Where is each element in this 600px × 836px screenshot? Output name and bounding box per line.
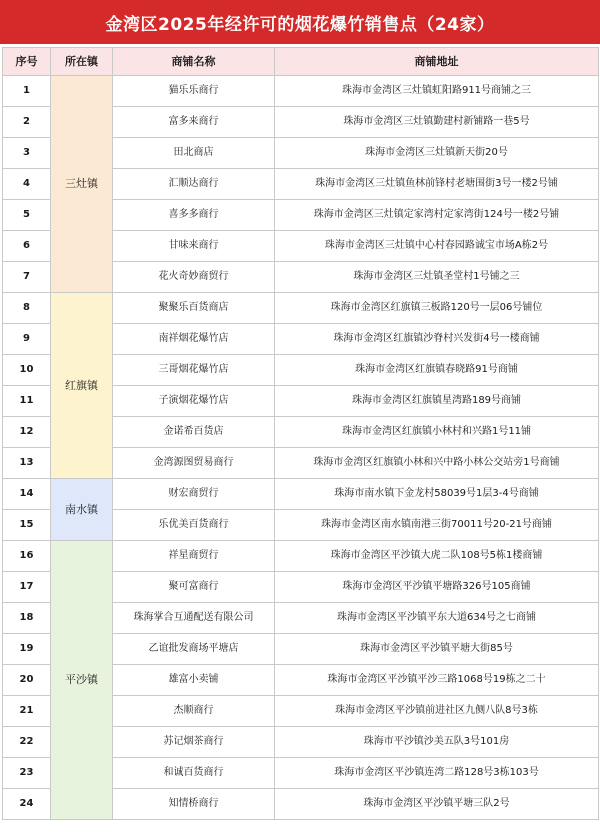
row-seq-number: 2 (3, 107, 51, 138)
town-cell: 平沙镇 (51, 541, 113, 820)
row-seq-number: 24 (3, 789, 51, 820)
town-cell: 三灶镇 (51, 76, 113, 293)
shop-address-cell: 珠海市金湾区三灶镇中心村春园路诚宝市场A栋2号 (275, 231, 599, 262)
column-header-seq: 序号 (3, 48, 51, 76)
row-seq-number: 8 (3, 293, 51, 324)
row-seq-number: 19 (3, 634, 51, 665)
shop-address-cell: 珠海市金湾区平沙镇前进社区九侧八队8号3栋 (275, 696, 599, 727)
shop-address-cell: 珠海市金湾区红旗镇星湾路189号商铺 (275, 386, 599, 417)
row-seq-number: 17 (3, 572, 51, 603)
shop-address-cell: 珠海市金湾区平沙镇平东大道634号之七商铺 (275, 603, 599, 634)
shop-address-cell: 珠海市金湾区平沙镇平塘大街85号 (275, 634, 599, 665)
table-header-row (3, 48, 599, 76)
shop-name-cell: 和诚百货商行 (113, 758, 275, 789)
shop-name-cell: 金诺希百货店 (113, 417, 275, 448)
row-seq-number: 16 (3, 541, 51, 572)
row-seq-number: 4 (3, 169, 51, 200)
shop-address-cell: 珠海市金湾区三灶镇新天街20号 (275, 138, 599, 169)
table-body (3, 76, 599, 820)
row-seq-number: 15 (3, 510, 51, 541)
shop-address-cell: 珠海市金湾区三灶镇勤建村新铺路一巷5号 (275, 107, 599, 138)
row-seq-number: 20 (3, 665, 51, 696)
row-seq-number: 5 (3, 200, 51, 231)
row-seq-number: 10 (3, 355, 51, 386)
row-seq-number: 9 (3, 324, 51, 355)
shop-name-cell: 乙谊批发商场平塘店 (113, 634, 275, 665)
shop-table (2, 47, 599, 820)
shop-name-cell: 富多来商行 (113, 107, 275, 138)
shop-name-cell: 祥星商贸行 (113, 541, 275, 572)
shop-address-cell: 珠海市金湾区红旗镇沙脊村兴发街4号一楼商铺 (275, 324, 599, 355)
row-seq-number: 11 (3, 386, 51, 417)
row-seq-number: 1 (3, 76, 51, 107)
shop-name-cell: 猫乐乐商行 (113, 76, 275, 107)
shop-name-cell: 苏记烟茶商行 (113, 727, 275, 758)
shop-address-cell: 珠海市金湾区三灶镇鱼林前锋村老塘围街3号一楼2号铺 (275, 169, 599, 200)
shop-address-cell: 珠海市金湾区红旗镇三板路120号一层06号铺位 (275, 293, 599, 324)
shop-address-cell: 珠海市平沙镇沙美五队3号101房 (275, 727, 599, 758)
shop-name-cell: 花火奇妙商贸行 (113, 262, 275, 293)
row-seq-number: 21 (3, 696, 51, 727)
page-title: 金湾区2025年经许可的烟花爆竹销售点（24家） (0, 0, 600, 44)
table-row (3, 479, 599, 510)
shop-name-cell: 珠海掌合互通配送有限公司 (113, 603, 275, 634)
shop-name-cell: 三哥烟花爆竹店 (113, 355, 275, 386)
shop-address-cell: 珠海市金湾区三灶镇定家湾村定家湾街124号一楼2号铺 (275, 200, 599, 231)
shop-address-cell: 珠海市金湾区三灶镇圣堂村1号铺之三 (275, 262, 599, 293)
shop-address-cell: 珠海市金湾区红旗镇小林和兴中路小林公交站旁1号商铺 (275, 448, 599, 479)
row-seq-number: 18 (3, 603, 51, 634)
shop-address-cell: 珠海市金湾区平沙镇平塘三队2号 (275, 789, 599, 820)
shop-address-cell: 珠海市南水镇下金龙村58039号1层3-4号商铺 (275, 479, 599, 510)
shop-name-cell: 田北商店 (113, 138, 275, 169)
shop-name-cell: 聚聚乐百货商店 (113, 293, 275, 324)
row-seq-number: 12 (3, 417, 51, 448)
shop-name-cell: 南祥烟花爆竹店 (113, 324, 275, 355)
shop-name-cell: 汇顺达商行 (113, 169, 275, 200)
shop-address-cell: 珠海市金湾区红旗镇春晓路91号商铺 (275, 355, 599, 386)
shop-name-cell: 雄富小卖铺 (113, 665, 275, 696)
shop-name-cell: 喜多多商行 (113, 200, 275, 231)
shop-name-cell: 甘味来商行 (113, 231, 275, 262)
column-header-address: 商铺地址 (275, 48, 599, 76)
shop-name-cell: 子演烟花爆竹店 (113, 386, 275, 417)
table-row (3, 293, 599, 324)
shop-name-cell: 乐优美百货商行 (113, 510, 275, 541)
town-cell: 南水镇 (51, 479, 113, 541)
row-seq-number: 22 (3, 727, 51, 758)
row-seq-number: 13 (3, 448, 51, 479)
row-seq-number: 6 (3, 231, 51, 262)
column-header-town: 所在镇 (51, 48, 113, 76)
shop-address-cell: 珠海市金湾区平沙镇连湾二路128号3栋103号 (275, 758, 599, 789)
shop-address-cell: 珠海市金湾区平沙镇大虎二队108号5栋1楼商铺 (275, 541, 599, 572)
shop-name-cell: 聚可富商行 (113, 572, 275, 603)
shop-name-cell: 杰顺商行 (113, 696, 275, 727)
table-row (3, 541, 599, 572)
shop-name-cell: 知情桥商行 (113, 789, 275, 820)
row-seq-number: 14 (3, 479, 51, 510)
shop-address-cell: 珠海市金湾区红旗镇小林村和兴路1号11铺 (275, 417, 599, 448)
shop-address-cell: 珠海市金湾区平沙镇平塘路326号105商铺 (275, 572, 599, 603)
column-header-shop-name: 商铺名称 (113, 48, 275, 76)
row-seq-number: 3 (3, 138, 51, 169)
row-seq-number: 23 (3, 758, 51, 789)
table-row (3, 76, 599, 107)
shop-address-cell: 珠海市金湾区三灶镇虹阳路911号商铺之三 (275, 76, 599, 107)
row-seq-number: 7 (3, 262, 51, 293)
town-cell: 红旗镇 (51, 293, 113, 479)
shop-address-cell: 珠海市金湾区平沙镇平沙三路1068号19栋之二十 (275, 665, 599, 696)
shop-name-cell: 金湾源图贸易商行 (113, 448, 275, 479)
shop-name-cell: 财宏商贸行 (113, 479, 275, 510)
shop-address-cell: 珠海市金湾区南水镇南港三街70011号20-21号商铺 (275, 510, 599, 541)
